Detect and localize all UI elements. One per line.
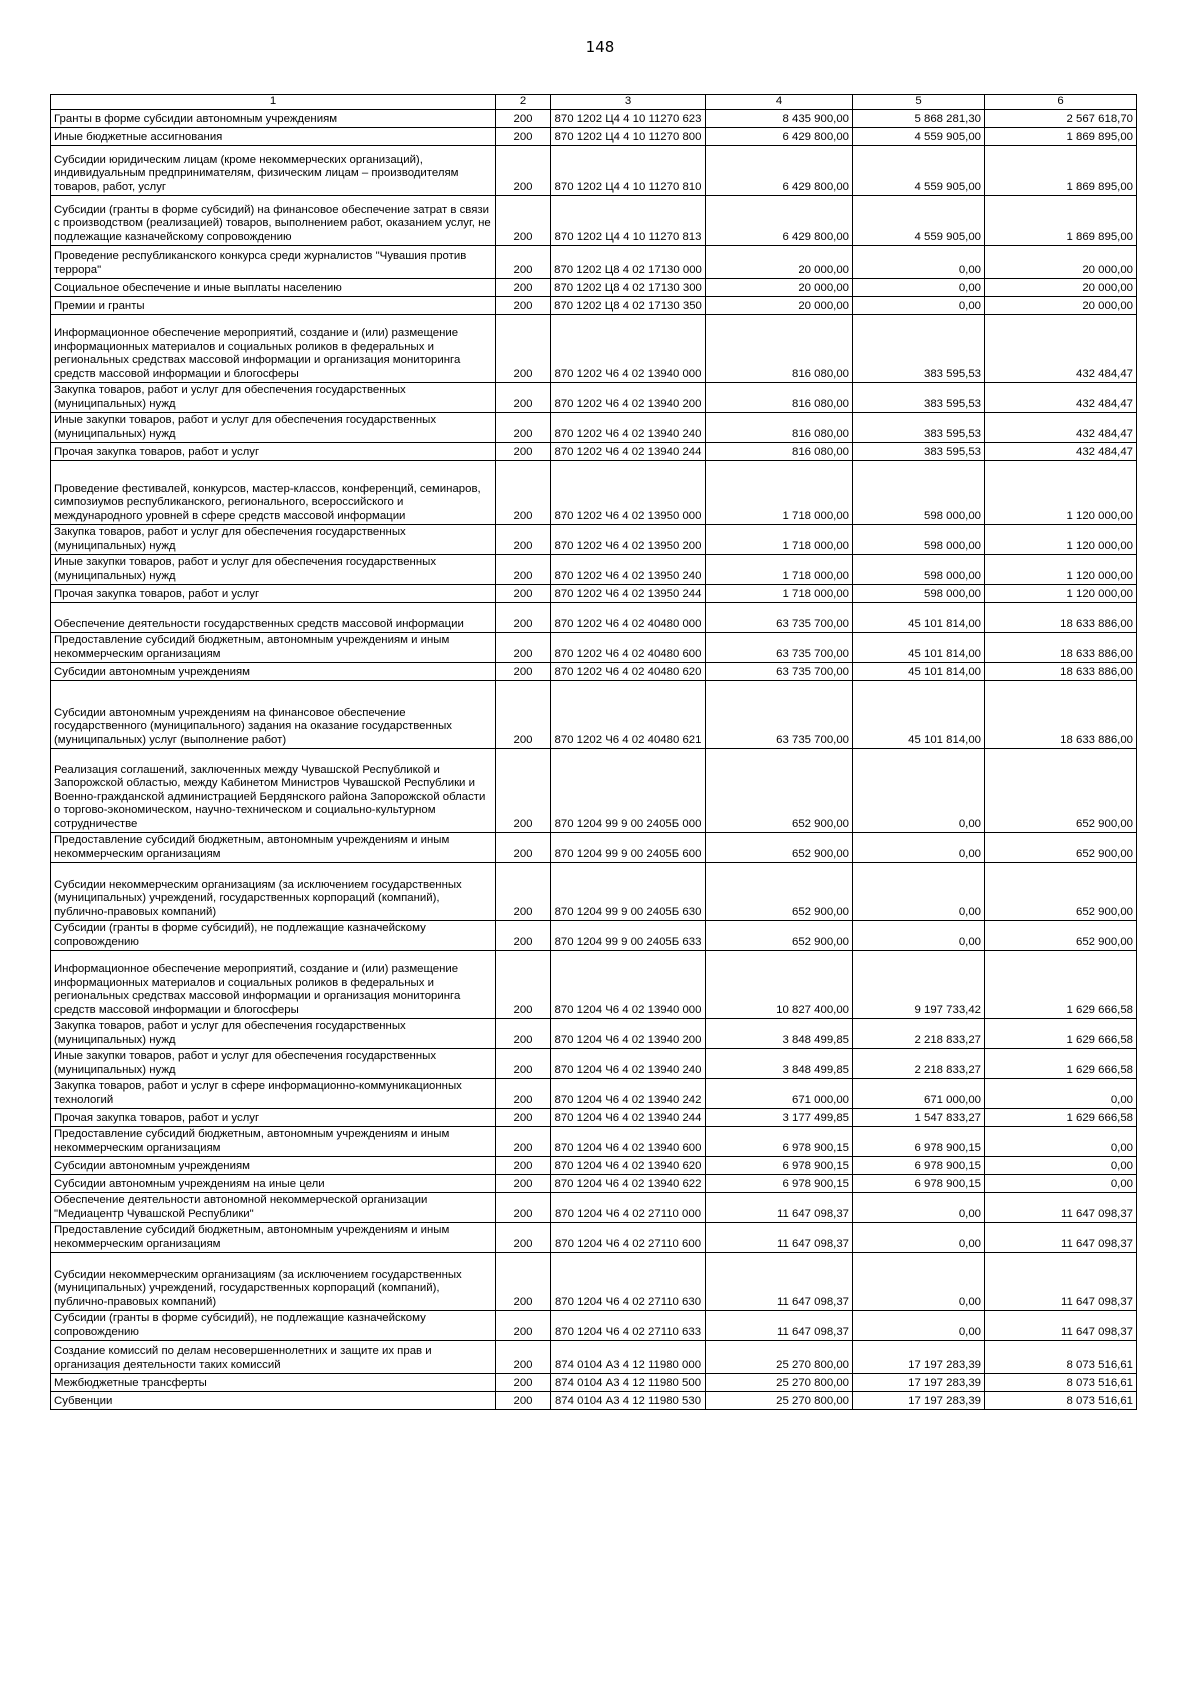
table-row [51, 863, 1137, 921]
table-row [51, 315, 1137, 383]
line-code-cell: 200 [496, 1049, 551, 1079]
line-code-cell: 200 [496, 951, 551, 1019]
line-code-cell: 200 [496, 1253, 551, 1311]
table-header-row [51, 95, 1137, 110]
executed-amount-cell: 2 218 833,27 [853, 1049, 985, 1079]
remaining-amount-cell: 8 073 516,61 [985, 1392, 1137, 1410]
line-code-cell: 200 [496, 383, 551, 413]
line-code-cell: 200 [496, 128, 551, 146]
budget-classification-cell: 870 1202 Ч6 4 02 40480 000 [551, 603, 706, 633]
table-row [51, 663, 1137, 681]
column-header-1: 1 [51, 95, 496, 110]
executed-amount-cell: 0,00 [853, 279, 985, 297]
item-name-cell: Субсидии автономным учреждениям на финансовое обеспечение государственного (муниципального) задания на оказание государственных (муниципальных) услуг (выполнение работ) [51, 681, 496, 749]
item-name-cell: Гранты в форме субсидии автономным учреждениям [51, 110, 496, 128]
line-code-cell: 200 [496, 603, 551, 633]
table-row [51, 1392, 1137, 1410]
approved-amount-cell: 6 978 900,15 [706, 1175, 853, 1193]
budget-classification-cell: 870 1202 Ч6 4 02 40480 621 [551, 681, 706, 749]
table-row [51, 1311, 1137, 1341]
approved-amount-cell: 1 718 000,00 [706, 461, 853, 525]
remaining-amount-cell: 2 567 618,70 [985, 110, 1137, 128]
executed-amount-cell: 4 559 905,00 [853, 146, 985, 196]
item-name-cell: Субсидии юридическим лицам (кроме некоммерческих организаций), индивидуальным предпринимателям, физическим лицам – производителям товаров, работ, услуг [51, 146, 496, 196]
remaining-amount-cell: 1 869 895,00 [985, 128, 1137, 146]
approved-amount-cell: 6 429 800,00 [706, 146, 853, 196]
executed-amount-cell: 0,00 [853, 921, 985, 951]
executed-amount-cell: 45 101 814,00 [853, 633, 985, 663]
line-code-cell: 200 [496, 315, 551, 383]
approved-amount-cell: 11 647 098,37 [706, 1223, 853, 1253]
item-name-cell: Иные закупки товаров, работ и услуг для обеспечения государственных (муниципальных) нужд [51, 555, 496, 585]
executed-amount-cell: 4 559 905,00 [853, 128, 985, 146]
approved-amount-cell: 63 735 700,00 [706, 681, 853, 749]
approved-amount-cell: 1 718 000,00 [706, 525, 853, 555]
approved-amount-cell: 3 848 499,85 [706, 1049, 853, 1079]
line-code-cell: 200 [496, 633, 551, 663]
executed-amount-cell: 9 197 733,42 [853, 951, 985, 1019]
item-name-cell: Субсидии некоммерческим организациям (за исключением государственных (муниципальных) учреждений, государственных корпораций (компаний), публично-правовых компаний) [51, 863, 496, 921]
executed-amount-cell: 0,00 [853, 1311, 985, 1341]
item-name-cell: Проведение фестивалей, конкурсов, мастер-классов, конференций, семинаров, симпозиумов республиканского, регионального, всероссийского и международного уровней в сфере средств массовой информации [51, 461, 496, 525]
remaining-amount-cell: 8 073 516,61 [985, 1341, 1137, 1374]
table-row [51, 749, 1137, 833]
executed-amount-cell: 671 000,00 [853, 1079, 985, 1109]
item-name-cell: Закупка товаров, работ и услуг для обеспечения государственных (муниципальных) нужд [51, 1019, 496, 1049]
approved-amount-cell: 8 435 900,00 [706, 110, 853, 128]
table-row [51, 833, 1137, 863]
item-name-cell: Иные закупки товаров, работ и услуг для обеспечения государственных (муниципальных) нужд [51, 1049, 496, 1079]
table-row [51, 1193, 1137, 1223]
item-name-cell: Закупка товаров, работ и услуг в сфере информационно-коммуникационных технологий [51, 1079, 496, 1109]
column-header-3: 3 [551, 95, 706, 110]
remaining-amount-cell: 0,00 [985, 1175, 1137, 1193]
line-code-cell: 200 [496, 1079, 551, 1109]
item-name-cell: Закупка товаров, работ и услуг для обеспечения государственных (муниципальных) нужд [51, 525, 496, 555]
table-row [51, 413, 1137, 443]
remaining-amount-cell: 0,00 [985, 1079, 1137, 1109]
line-code-cell: 200 [496, 1193, 551, 1223]
executed-amount-cell: 598 000,00 [853, 461, 985, 525]
executed-amount-cell: 598 000,00 [853, 525, 985, 555]
approved-amount-cell: 816 080,00 [706, 443, 853, 461]
table-row [51, 1049, 1137, 1079]
budget-classification-cell: 870 1204 99 9 00 2405Б 630 [551, 863, 706, 921]
item-name-cell: Субсидии автономным учреждениям [51, 1157, 496, 1175]
table-body [51, 110, 1137, 1410]
column-header-2: 2 [496, 95, 551, 110]
remaining-amount-cell: 20 000,00 [985, 246, 1137, 279]
table-row [51, 1341, 1137, 1374]
approved-amount-cell: 25 270 800,00 [706, 1392, 853, 1410]
budget-classification-cell: 870 1204 Ч6 4 02 27110 600 [551, 1223, 706, 1253]
budget-classification-cell: 870 1204 Ч6 4 02 13940 242 [551, 1079, 706, 1109]
table-row [51, 383, 1137, 413]
line-code-cell: 200 [496, 1157, 551, 1175]
approved-amount-cell: 6 429 800,00 [706, 128, 853, 146]
budget-classification-cell: 870 1204 Ч6 4 02 13940 240 [551, 1049, 706, 1079]
line-code-cell: 200 [496, 1392, 551, 1410]
budget-classification-cell: 874 0104 А3 4 12 11980 000 [551, 1341, 706, 1374]
remaining-amount-cell: 432 484,47 [985, 413, 1137, 443]
budget-classification-cell: 870 1202 Ч6 4 02 13950 244 [551, 585, 706, 603]
remaining-amount-cell: 11 647 098,37 [985, 1311, 1137, 1341]
table-row [51, 1223, 1137, 1253]
item-name-cell: Субсидии автономным учреждениям на иные цели [51, 1175, 496, 1193]
approved-amount-cell: 20 000,00 [706, 297, 853, 315]
line-code-cell: 200 [496, 146, 551, 196]
approved-amount-cell: 1 718 000,00 [706, 585, 853, 603]
item-name-cell: Премии и гранты [51, 297, 496, 315]
remaining-amount-cell: 1 629 666,58 [985, 951, 1137, 1019]
column-header-4: 4 [706, 95, 853, 110]
remaining-amount-cell: 20 000,00 [985, 297, 1137, 315]
item-name-cell: Межбюджетные трансферты [51, 1374, 496, 1392]
executed-amount-cell: 0,00 [853, 297, 985, 315]
approved-amount-cell: 1 718 000,00 [706, 555, 853, 585]
executed-amount-cell: 6 978 900,15 [853, 1157, 985, 1175]
remaining-amount-cell: 1 120 000,00 [985, 555, 1137, 585]
remaining-amount-cell: 652 900,00 [985, 863, 1137, 921]
table-row [51, 196, 1137, 246]
item-name-cell: Предоставление субсидий бюджетным, автономным учреждениям и иным некоммерческим организациям [51, 1223, 496, 1253]
approved-amount-cell: 63 735 700,00 [706, 633, 853, 663]
budget-classification-cell: 870 1204 Ч6 4 02 13940 600 [551, 1127, 706, 1157]
remaining-amount-cell: 8 073 516,61 [985, 1374, 1137, 1392]
item-name-cell: Субсидии автономным учреждениям [51, 663, 496, 681]
line-code-cell: 200 [496, 413, 551, 443]
remaining-amount-cell: 11 647 098,37 [985, 1193, 1137, 1223]
approved-amount-cell: 652 900,00 [706, 921, 853, 951]
remaining-amount-cell: 18 633 886,00 [985, 603, 1137, 633]
table-row [51, 1109, 1137, 1127]
item-name-cell: Субсидии некоммерческим организациям (за исключением государственных (муниципальных) учреждений, государственных корпораций (компаний), публично-правовых компаний) [51, 1253, 496, 1311]
budget-classification-cell: 870 1204 Ч6 4 02 13940 200 [551, 1019, 706, 1049]
line-code-cell: 200 [496, 863, 551, 921]
budget-classification-cell: 870 1204 99 9 00 2405Б 000 [551, 749, 706, 833]
executed-amount-cell: 383 595,53 [853, 315, 985, 383]
item-name-cell: Иные закупки товаров, работ и услуг для обеспечения государственных (муниципальных) нужд [51, 413, 496, 443]
table-row [51, 1253, 1137, 1311]
remaining-amount-cell: 652 900,00 [985, 749, 1137, 833]
item-name-cell: Прочая закупка товаров, работ и услуг [51, 585, 496, 603]
executed-amount-cell: 598 000,00 [853, 555, 985, 585]
approved-amount-cell: 63 735 700,00 [706, 603, 853, 633]
approved-amount-cell: 25 270 800,00 [706, 1341, 853, 1374]
remaining-amount-cell: 1 629 666,58 [985, 1019, 1137, 1049]
executed-amount-cell: 2 218 833,27 [853, 1019, 985, 1049]
column-header-5: 5 [853, 95, 985, 110]
remaining-amount-cell: 432 484,47 [985, 383, 1137, 413]
line-code-cell: 200 [496, 297, 551, 315]
budget-classification-cell: 870 1202 Ц8 4 02 17130 000 [551, 246, 706, 279]
budget-classification-cell: 870 1202 Ч6 4 02 13940 244 [551, 443, 706, 461]
budget-classification-cell: 870 1202 Ч6 4 02 13940 000 [551, 315, 706, 383]
line-code-cell: 200 [496, 663, 551, 681]
budget-classification-cell: 870 1202 Ц4 4 10 11270 813 [551, 196, 706, 246]
budget-classification-cell: 870 1204 99 9 00 2405Б 633 [551, 921, 706, 951]
budget-classification-cell: 870 1202 Ц8 4 02 17130 350 [551, 297, 706, 315]
table-row [51, 443, 1137, 461]
remaining-amount-cell: 1 120 000,00 [985, 525, 1137, 555]
item-name-cell: Реализация соглашений, заключенных между Чувашской Республикой и Запорожской областью, между Кабинетом Министров Чувашской Республики и Военно-гражданской администрацией Бердянского района Запорожской области о торгово-экономическом, научно-техническом и социально-культурном сотрудничестве [51, 749, 496, 833]
executed-amount-cell: 0,00 [853, 246, 985, 279]
table-row [51, 110, 1137, 128]
item-name-cell: Обеспечение деятельности автономной некоммерческой организации "Медиацентр Чувашской Республики" [51, 1193, 496, 1223]
budget-classification-cell: 874 0104 А3 4 12 11980 530 [551, 1392, 706, 1410]
budget-classification-cell: 870 1202 Ц8 4 02 17130 300 [551, 279, 706, 297]
remaining-amount-cell: 18 633 886,00 [985, 663, 1137, 681]
remaining-amount-cell: 652 900,00 [985, 833, 1137, 863]
line-code-cell: 200 [496, 279, 551, 297]
approved-amount-cell: 816 080,00 [706, 413, 853, 443]
remaining-amount-cell: 1 869 895,00 [985, 146, 1137, 196]
budget-classification-cell: 870 1204 Ч6 4 02 13940 000 [551, 951, 706, 1019]
page-number: 148 [585, 38, 615, 56]
budget-classification-cell: 870 1202 Ц4 4 10 11270 810 [551, 146, 706, 196]
budget-classification-cell: 870 1202 Ч6 4 02 13950 240 [551, 555, 706, 585]
item-name-cell: Информационное обеспечение мероприятий, создание и (или) размещение информационных материалов и социальных роликов в федеральных и региональных средствах массовой информации и организация мониторинга средств массовой информации и блогосферы [51, 951, 496, 1019]
line-code-cell: 200 [496, 1127, 551, 1157]
line-code-cell: 200 [496, 525, 551, 555]
remaining-amount-cell: 1 629 666,58 [985, 1049, 1137, 1079]
item-name-cell: Субвенции [51, 1392, 496, 1410]
table-row [51, 146, 1137, 196]
executed-amount-cell: 6 978 900,15 [853, 1127, 985, 1157]
budget-classification-cell: 870 1202 Ч6 4 02 13950 000 [551, 461, 706, 525]
budget-classification-cell: 870 1204 Ч6 4 02 13940 620 [551, 1157, 706, 1175]
item-name-cell: Прочая закупка товаров, работ и услуг [51, 443, 496, 461]
approved-amount-cell: 671 000,00 [706, 1079, 853, 1109]
line-code-cell: 200 [496, 1223, 551, 1253]
table-row [51, 1157, 1137, 1175]
executed-amount-cell: 45 101 814,00 [853, 681, 985, 749]
executed-amount-cell: 0,00 [853, 863, 985, 921]
line-code-cell: 200 [496, 1019, 551, 1049]
table-row [51, 921, 1137, 951]
line-code-cell: 200 [496, 585, 551, 603]
column-header-6: 6 [985, 95, 1137, 110]
line-code-cell: 200 [496, 1341, 551, 1374]
approved-amount-cell: 6 978 900,15 [706, 1127, 853, 1157]
line-code-cell: 200 [496, 1374, 551, 1392]
line-code-cell: 200 [496, 749, 551, 833]
table-row [51, 1374, 1137, 1392]
budget-classification-cell: 870 1202 Ц4 4 10 11270 623 [551, 110, 706, 128]
approved-amount-cell: 6 429 800,00 [706, 196, 853, 246]
line-code-cell: 200 [496, 681, 551, 749]
line-code-cell: 200 [496, 196, 551, 246]
line-code-cell: 200 [496, 1311, 551, 1341]
approved-amount-cell: 816 080,00 [706, 383, 853, 413]
table-row [51, 603, 1137, 633]
remaining-amount-cell: 1 120 000,00 [985, 585, 1137, 603]
table-row [51, 585, 1137, 603]
table-row [51, 1019, 1137, 1049]
item-name-cell: Субсидии (гранты в форме субсидий), не подлежащие казначейскому сопровождению [51, 921, 496, 951]
line-code-cell: 200 [496, 555, 551, 585]
approved-amount-cell: 652 900,00 [706, 833, 853, 863]
executed-amount-cell: 0,00 [853, 1223, 985, 1253]
remaining-amount-cell: 11 647 098,37 [985, 1253, 1137, 1311]
approved-amount-cell: 25 270 800,00 [706, 1374, 853, 1392]
approved-amount-cell: 63 735 700,00 [706, 663, 853, 681]
executed-amount-cell: 45 101 814,00 [853, 663, 985, 681]
item-name-cell: Иные бюджетные ассигнования [51, 128, 496, 146]
executed-amount-cell: 598 000,00 [853, 585, 985, 603]
executed-amount-cell: 4 559 905,00 [853, 196, 985, 246]
executed-amount-cell: 0,00 [853, 833, 985, 863]
approved-amount-cell: 11 647 098,37 [706, 1253, 853, 1311]
approved-amount-cell: 652 900,00 [706, 863, 853, 921]
table-row [51, 1175, 1137, 1193]
line-code-cell: 200 [496, 833, 551, 863]
executed-amount-cell: 0,00 [853, 749, 985, 833]
executed-amount-cell: 383 595,53 [853, 413, 985, 443]
executed-amount-cell: 45 101 814,00 [853, 603, 985, 633]
budget-classification-cell: 870 1204 Ч6 4 02 13940 622 [551, 1175, 706, 1193]
approved-amount-cell: 3 177 499,85 [706, 1109, 853, 1127]
remaining-amount-cell: 20 000,00 [985, 279, 1137, 297]
remaining-amount-cell: 652 900,00 [985, 921, 1137, 951]
approved-amount-cell: 3 848 499,85 [706, 1019, 853, 1049]
budget-classification-cell: 870 1202 Ч6 4 02 40480 600 [551, 633, 706, 663]
approved-amount-cell: 10 827 400,00 [706, 951, 853, 1019]
remaining-amount-cell: 1 869 895,00 [985, 196, 1137, 246]
executed-amount-cell: 6 978 900,15 [853, 1175, 985, 1193]
budget-classification-cell: 870 1204 Ч6 4 02 27110 633 [551, 1311, 706, 1341]
budget-classification-cell: 870 1202 Ч6 4 02 40480 620 [551, 663, 706, 681]
executed-amount-cell: 17 197 283,39 [853, 1341, 985, 1374]
item-name-cell: Создание комиссий по делам несовершеннолетних и защите их прав и организация деятельности таких комиссий [51, 1341, 496, 1374]
approved-amount-cell: 11 647 098,37 [706, 1193, 853, 1223]
table-row [51, 297, 1137, 315]
approved-amount-cell: 20 000,00 [706, 246, 853, 279]
approved-amount-cell: 652 900,00 [706, 749, 853, 833]
remaining-amount-cell: 0,00 [985, 1157, 1137, 1175]
budget-execution-table [50, 94, 1137, 1410]
line-code-cell: 200 [496, 110, 551, 128]
remaining-amount-cell: 18 633 886,00 [985, 681, 1137, 749]
budget-classification-cell: 870 1204 Ч6 4 02 13940 244 [551, 1109, 706, 1127]
executed-amount-cell: 17 197 283,39 [853, 1374, 985, 1392]
table-row [51, 951, 1137, 1019]
approved-amount-cell: 20 000,00 [706, 279, 853, 297]
table-row [51, 681, 1137, 749]
approved-amount-cell: 11 647 098,37 [706, 1311, 853, 1341]
budget-classification-cell: 874 0104 А3 4 12 11980 500 [551, 1374, 706, 1392]
line-code-cell: 200 [496, 443, 551, 461]
budget-classification-cell: 870 1202 Ч6 4 02 13940 200 [551, 383, 706, 413]
remaining-amount-cell: 1 120 000,00 [985, 461, 1137, 525]
executed-amount-cell: 383 595,53 [853, 443, 985, 461]
table-row [51, 633, 1137, 663]
line-code-cell: 200 [496, 1175, 551, 1193]
remaining-amount-cell: 432 484,47 [985, 315, 1137, 383]
executed-amount-cell: 383 595,53 [853, 383, 985, 413]
table-row [51, 279, 1137, 297]
line-code-cell: 200 [496, 921, 551, 951]
table-row [51, 128, 1137, 146]
executed-amount-cell: 5 868 281,30 [853, 110, 985, 128]
executed-amount-cell: 0,00 [853, 1193, 985, 1223]
table-row [51, 555, 1137, 585]
executed-amount-cell: 1 547 833,27 [853, 1109, 985, 1127]
remaining-amount-cell: 1 629 666,58 [985, 1109, 1137, 1127]
item-name-cell: Информационное обеспечение мероприятий, создание и (или) размещение информационных материалов и социальных роликов в федеральных и региональных средствах массовой информации и организация мониторинга средств массовой информации и блогосферы [51, 315, 496, 383]
approved-amount-cell: 6 978 900,15 [706, 1157, 853, 1175]
item-name-cell: Социальное обеспечение и иные выплаты населению [51, 279, 496, 297]
approved-amount-cell: 816 080,00 [706, 315, 853, 383]
remaining-amount-cell: 11 647 098,37 [985, 1223, 1137, 1253]
budget-classification-cell: 870 1202 Ч6 4 02 13950 200 [551, 525, 706, 555]
item-name-cell: Прочая закупка товаров, работ и услуг [51, 1109, 496, 1127]
item-name-cell: Проведение республиканского конкурса среди журналистов "Чувашия против террора" [51, 246, 496, 279]
budget-classification-cell: 870 1204 Ч6 4 02 27110 630 [551, 1253, 706, 1311]
line-code-cell: 200 [496, 246, 551, 279]
table-row [51, 246, 1137, 279]
executed-amount-cell: 17 197 283,39 [853, 1392, 985, 1410]
table-row [51, 1127, 1137, 1157]
table-row [51, 461, 1137, 525]
executed-amount-cell: 0,00 [853, 1253, 985, 1311]
item-name-cell: Предоставление субсидий бюджетным, автономным учреждениям и иным некоммерческим организациям [51, 1127, 496, 1157]
line-code-cell: 200 [496, 1109, 551, 1127]
remaining-amount-cell: 432 484,47 [985, 443, 1137, 461]
budget-classification-cell: 870 1202 Ч6 4 02 13940 240 [551, 413, 706, 443]
item-name-cell: Предоставление субсидий бюджетным, автономным учреждениям и иным некоммерческим организациям [51, 833, 496, 863]
item-name-cell: Предоставление субсидий бюджетным, автономным учреждениям и иным некоммерческим организациям [51, 633, 496, 663]
remaining-amount-cell: 0,00 [985, 1127, 1137, 1157]
item-name-cell: Обеспечение деятельности государственных средств массовой информации [51, 603, 496, 633]
table-row [51, 1079, 1137, 1109]
budget-classification-cell: 870 1204 Ч6 4 02 27110 000 [551, 1193, 706, 1223]
budget-classification-cell: 870 1204 99 9 00 2405Б 600 [551, 833, 706, 863]
remaining-amount-cell: 18 633 886,00 [985, 633, 1137, 663]
item-name-cell: Субсидии (гранты в форме субсидий), не подлежащие казначейскому сопровождению [51, 1311, 496, 1341]
line-code-cell: 200 [496, 461, 551, 525]
item-name-cell: Закупка товаров, работ и услуг для обеспечения государственных (муниципальных) нужд [51, 383, 496, 413]
table-row [51, 525, 1137, 555]
budget-classification-cell: 870 1202 Ц4 4 10 11270 800 [551, 128, 706, 146]
item-name-cell: Субсидии (гранты в форме субсидий) на финансовое обеспечение затрат в связи с производством (реализацией) товаров, выполнением работ, оказанием услуг, не подлежащие казначейскому сопровождению [51, 196, 496, 246]
